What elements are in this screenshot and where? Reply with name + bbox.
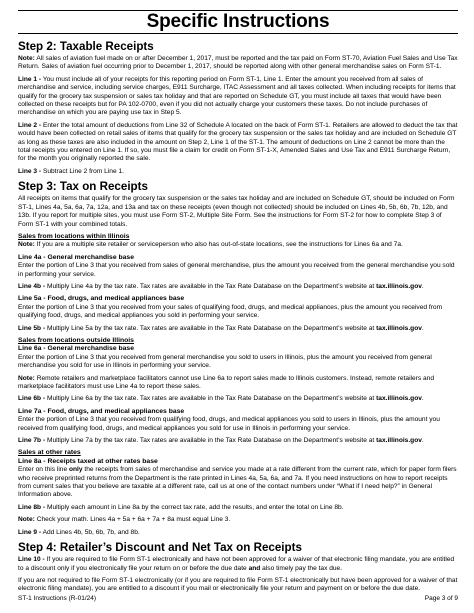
- line8b-text: Multiply each amount in Line 8a by the correct tax rate, add the results, and enter the total on Line 8b.: [46, 503, 344, 511]
- note-label: Note:: [18, 516, 35, 524]
- line2-paragraph: [18, 122, 458, 164]
- note-text: If you are a multiple site retailer or serviceperson who also has out-of-state locations, see the instructions for Lines 6a and 7a.: [36, 241, 403, 249]
- line6a-heading: Line 6a - General merchandise base: [18, 345, 134, 353]
- page-title: Specific Instructions: [146, 11, 330, 32]
- line4a-text: Enter the portion of Line 3 that you received from sales of general merchandise, plus the amount you received from the general merchandise you sold in performing your service.: [18, 262, 455, 278]
- subheading-other-rates: Sales at other rates: [18, 449, 81, 457]
- line2-label: Line 2 -: [18, 121, 42, 129]
- line6a-text: Enter the portion of Line 3 that you received from general merchandise you sold to users in Illinois, plus the amount you received from general merchandise you sold for use in Illinois in performing your service.: [18, 353, 432, 370]
- line3-paragraph: [18, 168, 458, 176]
- line7b-label: Line 7b -: [18, 437, 46, 445]
- line9-text: Add Lines 4b, 5b, 6b, 7b, and 8b.: [42, 528, 140, 536]
- note-text: Remote retailers and marketplace facilitators cannot use Line 6a to report sales made to Illinois customers. Instead, remote retailers and marketplace facilitators must use Line 4a to report these sales.: [18, 374, 434, 390]
- line6b-text: Multiply Line 6a by the tax rate. Tax rates are available in the Tax Rate Database on the Department’s website at: [46, 395, 375, 403]
- line7a-heading: Line 7a - Food, drugs, and medical appliances base: [18, 407, 185, 415]
- line4b-label: Line 4b -: [18, 282, 46, 290]
- footer-page-number: Page 3 of 9: [424, 595, 458, 602]
- line1-paragraph: [18, 76, 458, 118]
- line1-label: Line 1 -: [18, 75, 42, 83]
- line8a-emphasis: only: [68, 466, 83, 474]
- line5b-text: Multiply Line 5a by the tax rate. Tax rates are available in the Tax Rate Database on the Department’s website at: [46, 324, 375, 332]
- line7a-text: Enter the portion of Line 3 that you received from qualifying food, drugs, and medical appliances you sold to users in Illinois, plus the amount you received from qualifying food, drugs, and medical appliances you sold for use in Illinois in performing your service.: [18, 416, 440, 432]
- note-text: All sales of aviation fuel made on or after December 1, 2017, must be reported and the tax paid on Form ST-70, Aviation Fuel Sales and Use Tax Return. Sales of aviation fuel occurring prior to December 1, 2017, should be reported along with other general merchandise sales on Form ST-1.: [18, 55, 458, 71]
- note-label: Note:: [18, 374, 35, 382]
- line3-label: Line 3 -: [18, 167, 42, 175]
- line8a-text: [18, 466, 458, 500]
- step3-intro: All receipts on items that qualify for the grocery tax suspension or the sales tax holiday and are included on Schedule GT, should be included on Form ST-1, Lines 4a, 5a, 6a, 7a, 12a, and 13a and tax on these receipts (even though not collected) should be included on Lines 4b, 5b, 6b, 7b, 12b, and 13b. If you report for multiple sites, you must use Form ST-2, Multiple Site Form. See the instructions for Form ST-2 for how to complete Step 3 of Form ST-1 with your combined totals.: [18, 195, 455, 228]
- step3-note2: [18, 375, 458, 392]
- line8a-heading: Line 8a - Receipts taxed at other rates base: [18, 457, 158, 465]
- subheading-within-illinois: Sales from locations within Illinois: [18, 232, 130, 240]
- note-text: Check your math. Lines 4a + 5a + 6a + 7a + 8a must equal Line 3.: [36, 516, 231, 524]
- footer-form-id: ST-1 Instructions (R-01/24): [18, 595, 97, 602]
- line10-emphasis: and: [248, 564, 261, 572]
- line8b-paragraph: [18, 504, 458, 512]
- website-link[interactable]: tax.illinois.gov: [376, 324, 422, 332]
- line5b-paragraph: Line 5b - Multiply Line 5a by the tax rate. Tax rates are available in the Tax Rate Database on the Department’s website at tax.illinois.gov.: [18, 324, 424, 332]
- step3-heading: Step 3: Tax on Receipts: [18, 180, 148, 194]
- line5b-label: Line 5b -: [18, 324, 46, 332]
- line9-paragraph: [18, 529, 458, 537]
- line9-label: Line 9 -: [18, 528, 42, 536]
- line10-paragraph: [18, 556, 458, 573]
- line10-text-rest: also timely pay the tax due.: [262, 564, 343, 572]
- step2-note: [18, 55, 458, 72]
- line7b-paragraph: Line 7b - Multiply Line 7a by the tax rate. Tax rates are available in the Tax Rate Database on the Department’s website at tax.illinois.gov.: [18, 437, 424, 445]
- line7b-text: Multiply Line 7a by the tax rate. Tax rates are available in the Tax Rate Database on the Department’s website at: [46, 437, 375, 445]
- note-label: Note:: [18, 55, 35, 62]
- step4-heading: Step 4: Retailer’s Discount and Net Tax on Receipts: [18, 541, 302, 555]
- page-footer: [18, 593, 458, 605]
- line6b-paragraph: Line 6b - Multiply Line 6a by the tax rate. Tax rates are available in the Tax Rate Database on the Department’s website at tax.illinois.gov.: [18, 395, 424, 403]
- line3-text: Subtract Line 2 from Line 1.: [42, 167, 124, 175]
- line8a-text-rest: the receipts from sales of merchandise and service you made at a rate different from the current rate, which for paper form filers who receive preprinted returns from the Department is the rate printed in Lines 4a, 5a, 6a, and 7a. If you need instructions on how to report receipts from current sales that you believe are taxable at a different rate, call us at one of the contact numbers under “What if I need help?” in General Information above.: [18, 466, 457, 499]
- website-link[interactable]: tax.illinois.gov: [376, 282, 422, 290]
- subheading-outside-illinois: Sales from locations outside Illinois: [18, 336, 134, 344]
- website-link[interactable]: tax.illinois.gov: [376, 437, 422, 445]
- line8b-label: Line 8b -: [18, 503, 46, 511]
- line5a-text: Enter the portion of Line 3 that you received from your sales of qualifying food, drugs, and medical appliances, plus the amount you received from qualifying food, drugs, and medical appliances you sold in performing your service.: [18, 303, 443, 320]
- line10-label: Line 10 -: [18, 556, 45, 564]
- title-bar: [18, 10, 458, 34]
- line6b-label: Line 6b -: [18, 395, 46, 403]
- website-link[interactable]: tax.illinois.gov: [376, 395, 422, 403]
- step2-heading: Step 2: Taxable Receipts: [18, 40, 154, 53]
- page-content: [18, 10, 458, 598]
- step4-paragraph2: If you are not required to file Form ST-1 electronically (or if you are required to file Form ST-1 electronically but have been approved for a waiver of that electronic filing mandate), you are entitled to a discount if you mail or electronically file your return and payment on or before the due date.: [18, 576, 458, 593]
- note-label: Note:: [18, 241, 35, 249]
- line5a-heading: Line 5a - Food, drugs, and medical appliances base: [18, 295, 185, 303]
- line4b-paragraph: Line 4b - Multiply Line 4a by the tax rate. Tax rates are available in the Tax Rate Database on the Department’s website at tax.illinois.gov.: [18, 282, 424, 290]
- line4a-heading: Line 4a - General merchandise base: [18, 253, 134, 261]
- line10-text-start: If you are required to file Form ST-1 electronically and have not been approved for a waiver of that electronic filing mandate, you are entitled to a discount only if you electronically file your return on or before the due date: [18, 556, 455, 572]
- step3-note1: [18, 241, 458, 249]
- line4b-text: Multiply Line 4a by the tax rate. Tax rates are available in the Tax Rate Database on the Department’s website at: [46, 282, 375, 290]
- line8a-text-start: Enter on this line: [18, 466, 68, 474]
- step3-note3: [18, 516, 458, 524]
- line2-text: Enter the total amount of deductions from Line 32 of Schedule A located on the back of Form ST-1. Retailers are allowed to deduct the tax that would have been collected on retail sales of items that qualify for the grocery tax suspension or the sales tax holiday and are included on Schedule GT as long as these taxes are also included in the amount on Step 2, Line 1 of the ST-1. The amount of deductions on Line 2 cannot be more than the total receipts you entered on Line 1. If so, you must file a claim for credit on Form ST-1-X, Amended Sales and Use Tax and E911 Surcharge Return, for the month you originally reported the sale.: [18, 121, 458, 163]
- line1-text: You must include all of your receipts for this reporting period on Form ST-1, Line 1. Enter the amount you received from all sales of merchandise and service, including service charges, E911 Surcharge, ITAC Assessment and all taxes collected. When including receipts for items that qualify for the grocery tax suspension or sales tax holiday and that are reported on Schedule GT, you must include all taxes that would have been collected on these receipts but for PA 102-0700, even if you did not actually charge your customers these taxes. Do not include purchases of merchandise on which you are paying use tax in Step 5.: [18, 75, 456, 117]
